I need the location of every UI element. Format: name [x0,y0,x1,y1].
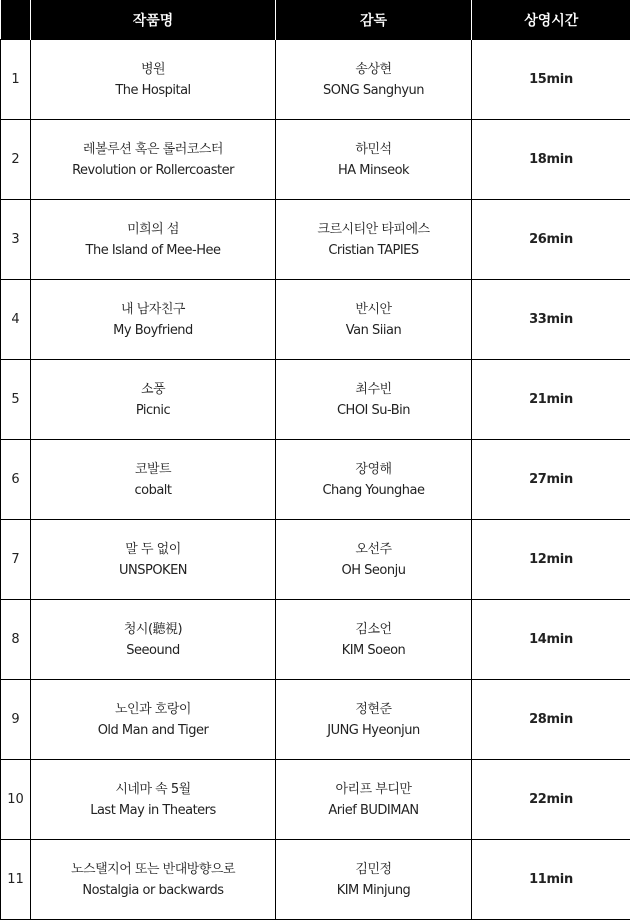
row-number: 10 [1,760,31,840]
director-en: KIM Soeon [341,642,406,658]
film-title-ko: 시네마 속 5월 [115,781,191,797]
film-title-cell [31,840,276,920]
header-row [1,0,630,40]
director-en: HA Minseok [337,162,410,178]
row-number: 8 [1,600,31,680]
director-cell [276,120,472,200]
table-row [1,760,630,840]
film-title-en: Last May in Theaters [90,802,216,818]
film-title-en: The Hospital [115,82,191,98]
table-body [1,40,630,920]
runtime-cell: 28min [472,680,630,760]
director-ko: 오선주 [355,541,392,557]
film-title-en: My Boyfriend [113,322,193,338]
director-cell [276,440,472,520]
director-cell [276,840,472,920]
director-ko: 반시안 [355,301,392,317]
film-title-ko: 청시(聽視) [123,621,183,637]
header-director: 감독 [276,0,472,40]
film-title-cell [31,200,276,280]
table-row [1,40,630,120]
film-title-cell [31,440,276,520]
table-row [1,520,630,600]
director-cell [276,600,472,680]
director-ko: 김소언 [355,621,392,637]
director-ko: 장영해 [355,461,392,477]
table-row [1,360,630,440]
table-row [1,600,630,680]
film-title-en: UNSPOKEN [118,562,188,578]
film-title-en: Nostalgia or backwards [82,882,224,898]
film-title-en: Picnic [135,402,171,418]
runtime-cell: 18min [472,120,630,200]
director-cell [276,760,472,840]
director-en: Chang Younghae [322,482,425,498]
row-number: 2 [1,120,31,200]
director-en: SONG Sanghyun [322,82,425,98]
film-title-cell [31,360,276,440]
director-cell [276,360,472,440]
film-title-en: cobalt [134,482,172,498]
film-title-cell [31,520,276,600]
film-title-ko: 병원 [140,61,166,77]
director-ko: 정현준 [355,701,392,717]
director-cell [276,680,472,760]
runtime-cell: 22min [472,760,630,840]
film-title-ko: 레볼루션 혹은 롤러코스터 [83,141,223,157]
film-title-en: Old Man and Tiger [97,722,209,738]
director-ko: 아리프 부디만 [335,781,412,797]
director-ko: 김민정 [355,861,392,877]
film-title-cell [31,280,276,360]
director-cell [276,200,472,280]
film-title-cell [31,600,276,680]
director-ko: 크르시티안 타피에스 [317,221,430,237]
film-title-en: Revolution or Rollercoaster [72,162,234,178]
header-number [1,0,31,40]
director-cell [276,40,472,120]
film-title-en: The Island of Mee-Hee [85,242,221,258]
film-title-ko: 말 두 없이 [125,541,181,557]
director-en: KIM Minjung [336,882,411,898]
film-title-ko: 노스탤지어 또는 반대방향으로 [70,861,236,877]
director-en: OH Seonju [341,562,406,578]
row-number: 5 [1,360,31,440]
film-title-cell [31,760,276,840]
director-ko: 하민석 [355,141,392,157]
runtime-cell: 33min [472,280,630,360]
row-number: 7 [1,520,31,600]
table-row [1,680,630,760]
director-ko: 송상현 [355,61,392,77]
film-title-cell [31,120,276,200]
runtime-cell: 21min [472,360,630,440]
director-en: Cristian TAPIES [328,242,419,258]
director-cell [276,520,472,600]
runtime-cell: 14min [472,600,630,680]
film-title-ko: 코발트 [134,461,172,477]
table-row [1,440,630,520]
table-row [1,200,630,280]
row-number: 3 [1,200,31,280]
header-runtime: 상영시간 [472,0,630,40]
row-number: 4 [1,280,31,360]
director-ko: 최수빈 [355,381,392,397]
director-en: JUNG Hyeonjun [327,722,420,738]
director-en: Van Siian [345,322,402,338]
runtime-cell: 15min [472,40,630,120]
film-title-ko: 소풍 [140,381,166,397]
film-title-ko: 노인과 호랑이 [115,701,191,717]
director-en: Arief BUDIMAN [328,802,419,818]
runtime-cell: 26min [472,200,630,280]
table-row [1,280,630,360]
table-row [1,840,630,920]
film-title-cell [31,40,276,120]
table-row [1,120,630,200]
film-title-cell [31,680,276,760]
row-number: 11 [1,840,31,920]
director-cell [276,280,472,360]
runtime-cell: 12min [472,520,630,600]
row-number: 6 [1,440,31,520]
film-title-ko: 미희의 섬 [127,221,179,237]
row-number: 1 [1,40,31,120]
film-title-en: Seeound [126,642,180,658]
header-title: 작품명 [31,0,276,40]
film-title-ko: 내 남자친구 [121,301,185,317]
runtime-cell: 11min [472,840,630,920]
director-en: CHOI Su-Bin [336,402,411,418]
runtime-cell: 27min [472,440,630,520]
row-number: 9 [1,680,31,760]
